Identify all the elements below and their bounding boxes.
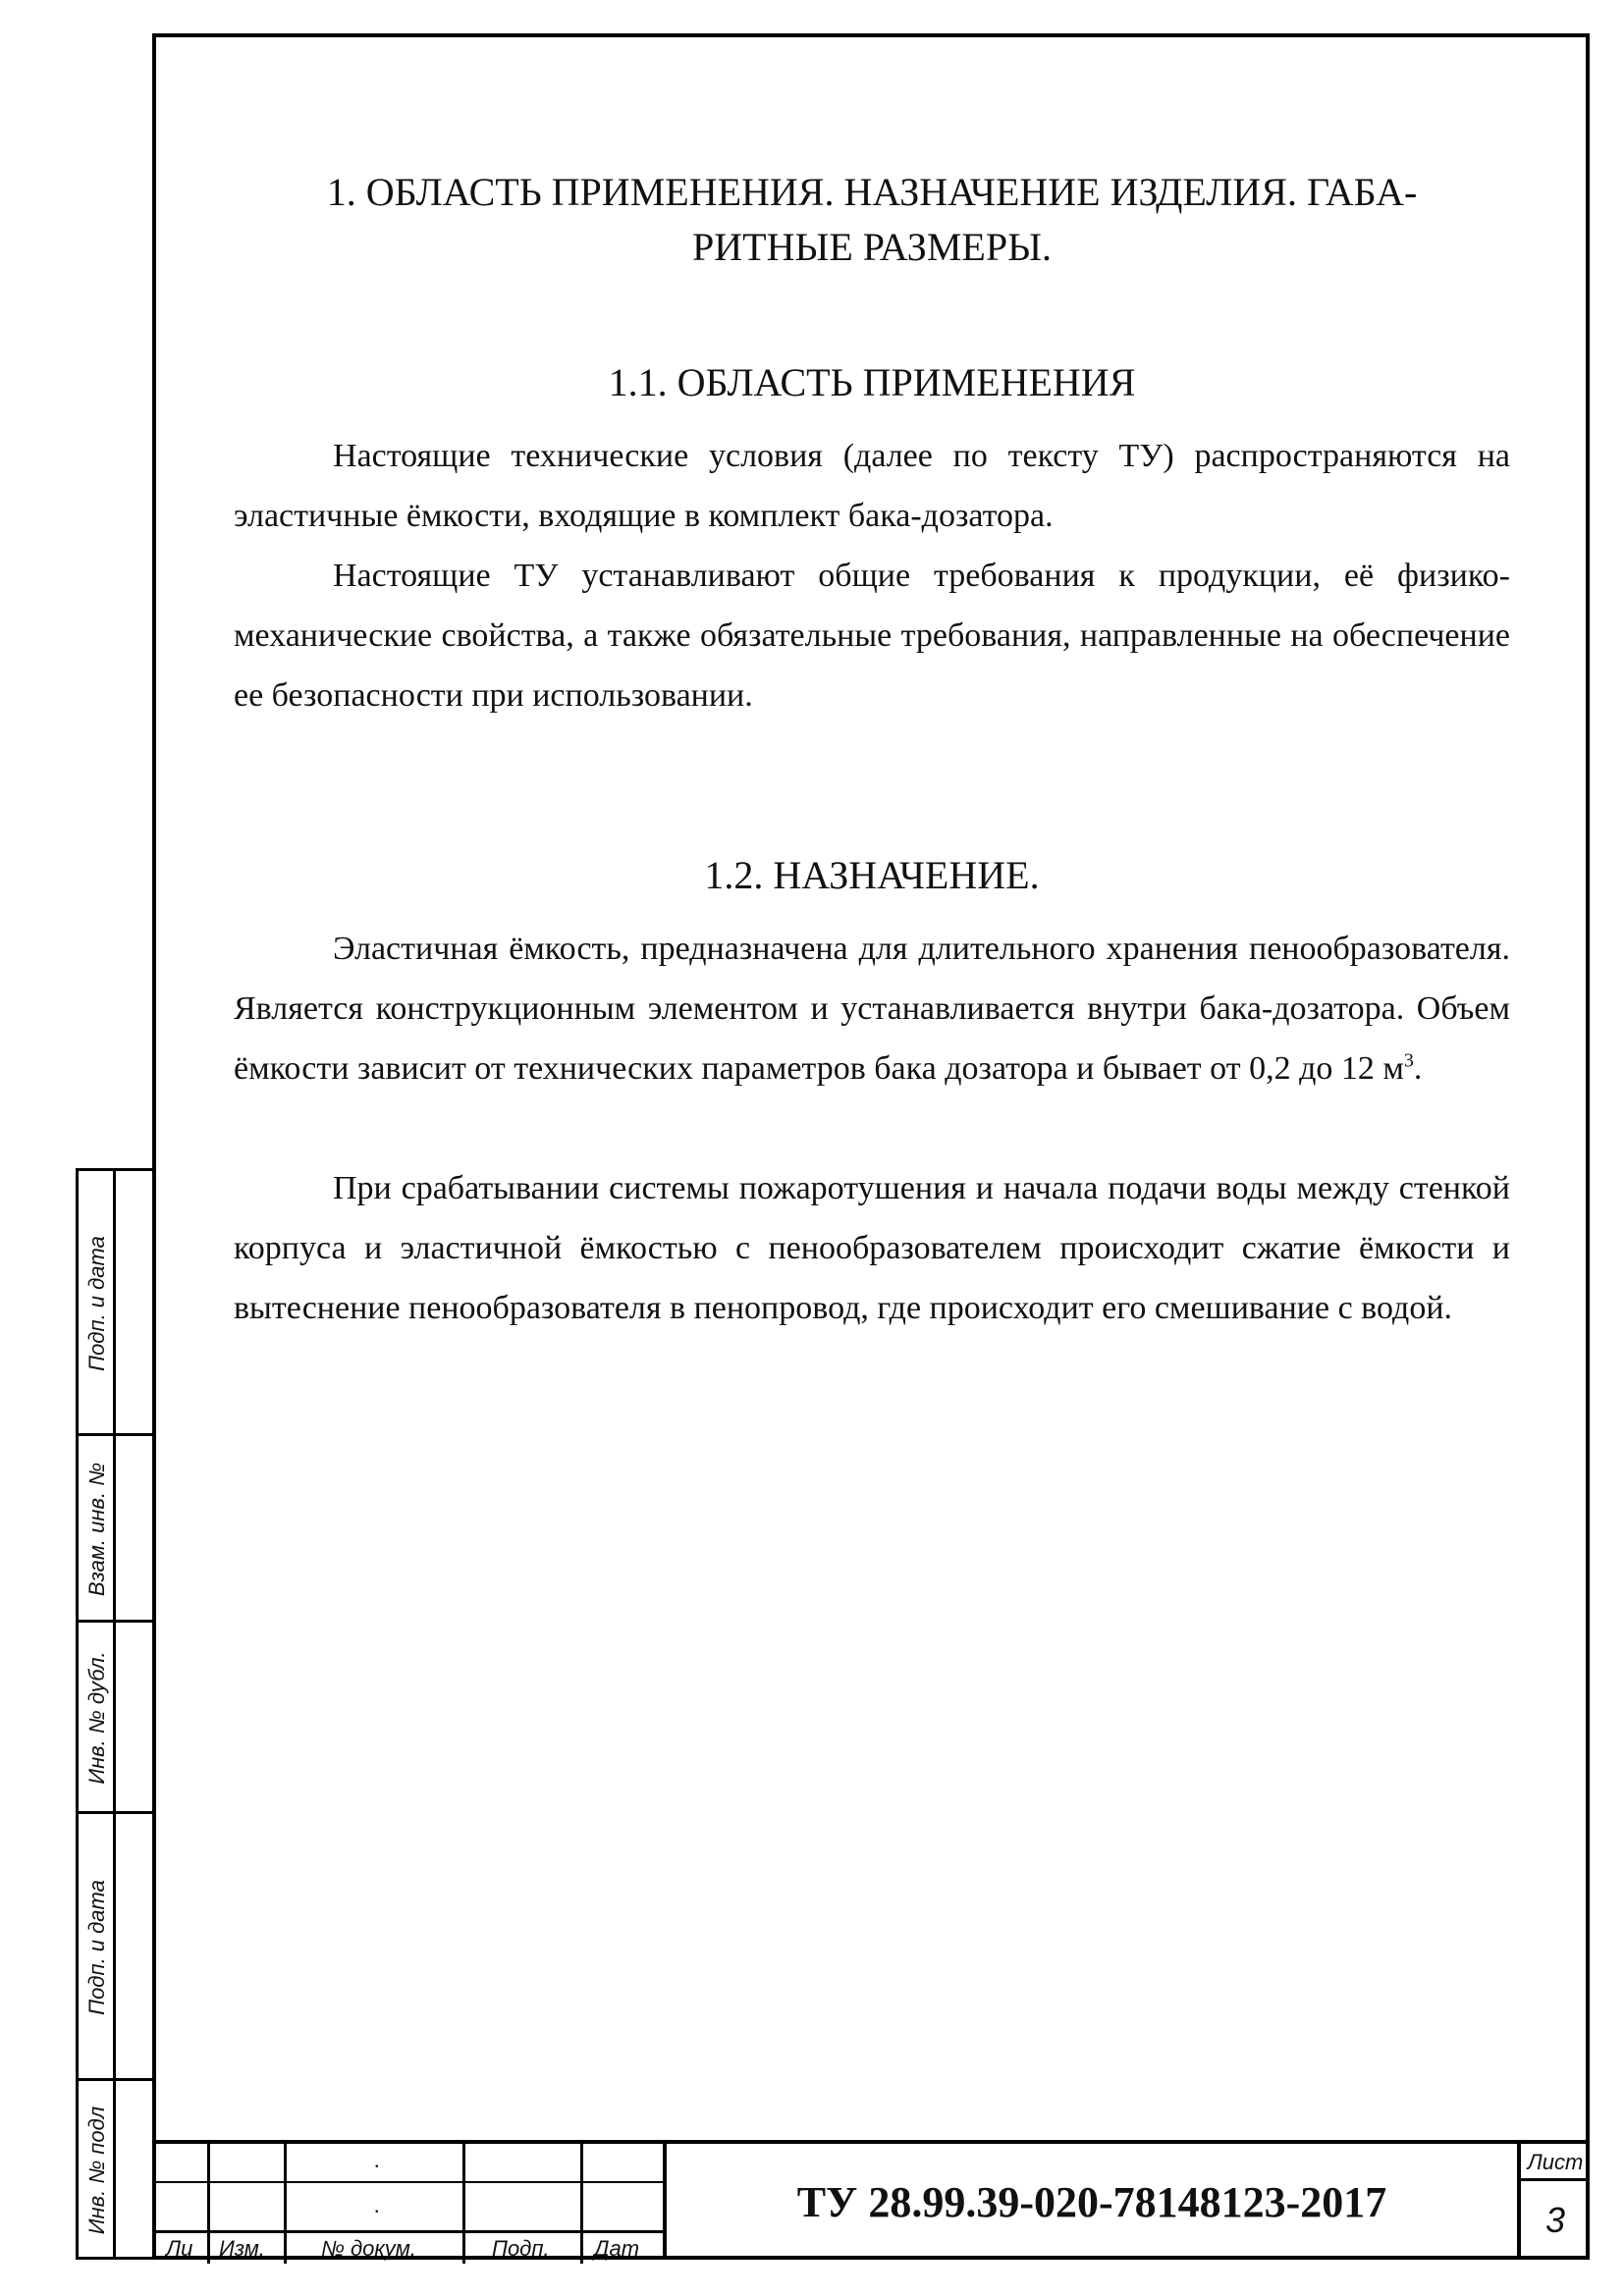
section-1-2-paragraph-2: При срабатывании системы пожаротушения и начала подачи воды между стенкой корпуса и эластичной ёмкостью с пенообразователем происходит сжатие ёмкости и вытеснение пенообразователя в пенопровод, где происходит его смешивание с водой. (234, 1170, 1510, 1326)
side-label-podp-data-2: Подп. и дата (84, 1880, 109, 2015)
side-cell-4 (79, 1814, 154, 2081)
side-label-podp-data-1: Подп. и дата (84, 1236, 109, 1371)
side-cell-5 (79, 2081, 154, 2260)
column-nom-dokum: № докум. (321, 2236, 416, 2261)
column-li: Ли (166, 2236, 193, 2261)
column-dat: Дат (594, 2236, 640, 2261)
side-cell-2 (79, 1436, 154, 1623)
sheet-label: Лист (1521, 2144, 1590, 2181)
section-1-1-paragraph-1: Настоящие технические условия (далее по тексту ТУ) распространяются на эластичные ёмкости, входящие в комплект бака-дозатора. (234, 438, 1510, 534)
side-label-inv-dubl: Инв. № дубл. (84, 1651, 109, 1785)
document-code: ТУ 28.99.39-020-78148123-2017 (663, 2140, 1517, 2260)
side-stamp-strip (76, 1168, 154, 2260)
cubic-superscript: 3 (1403, 1049, 1414, 1072)
column-podp: Подп. (492, 2236, 550, 2261)
section-1-1-paragraph-2: Настоящие ТУ устанавливают общие требования к продукции, её физико-механические свойства, а также обязательные требования, направленные на обеспечение ее безопасности при использовании. (234, 558, 1510, 714)
column-izm: Изм. (219, 2236, 265, 2261)
main-heading-line-1: 1. ОБЛАСТЬ ПРИМЕНЕНИЯ. НАЗНАЧЕНИЕ ИЗДЕЛИЯ. ГАБА- (326, 170, 1418, 214)
title-block (152, 2140, 1590, 2260)
side-cell-3 (79, 1623, 154, 1814)
section-1-2-title: 1.2. НАЗНАЧЕНИЕ. (704, 853, 1040, 897)
sheet-number: 3 (1544, 2200, 1566, 2240)
main-heading-line-2: РИТНЫЕ РАЗМЕРЫ. (692, 225, 1052, 269)
main-heading (234, 165, 1510, 275)
section-1-1-title: 1.1. ОБЛАСТЬ ПРИМЕНЕНИЯ (608, 360, 1136, 404)
section-1-2-paragraph-1-text: Эластичная ёмкость, предназначена для длительного хранения пенообразователя. Является конструкционным элементом и устанавливается внутри бака-дозатора. Объем ёмкости зависит от технических параметров бака дозатора и бывает от 0,2 до 12 м (234, 931, 1510, 1087)
side-label-vzam-inv: Взам. инв. № (84, 1462, 109, 1597)
side-label-inv-podl: Инв. № подл (84, 2106, 109, 2235)
dot-2: . (374, 2193, 380, 2217)
side-cell-1 (79, 1171, 154, 1436)
sheet-box (1517, 2140, 1590, 2260)
dot-1: . (374, 2148, 380, 2172)
revision-grid (152, 2140, 663, 2260)
section-1-2-paragraph-1-end: . (1413, 1050, 1423, 1087)
section-1-2-paragraph-1 (234, 919, 1510, 1098)
